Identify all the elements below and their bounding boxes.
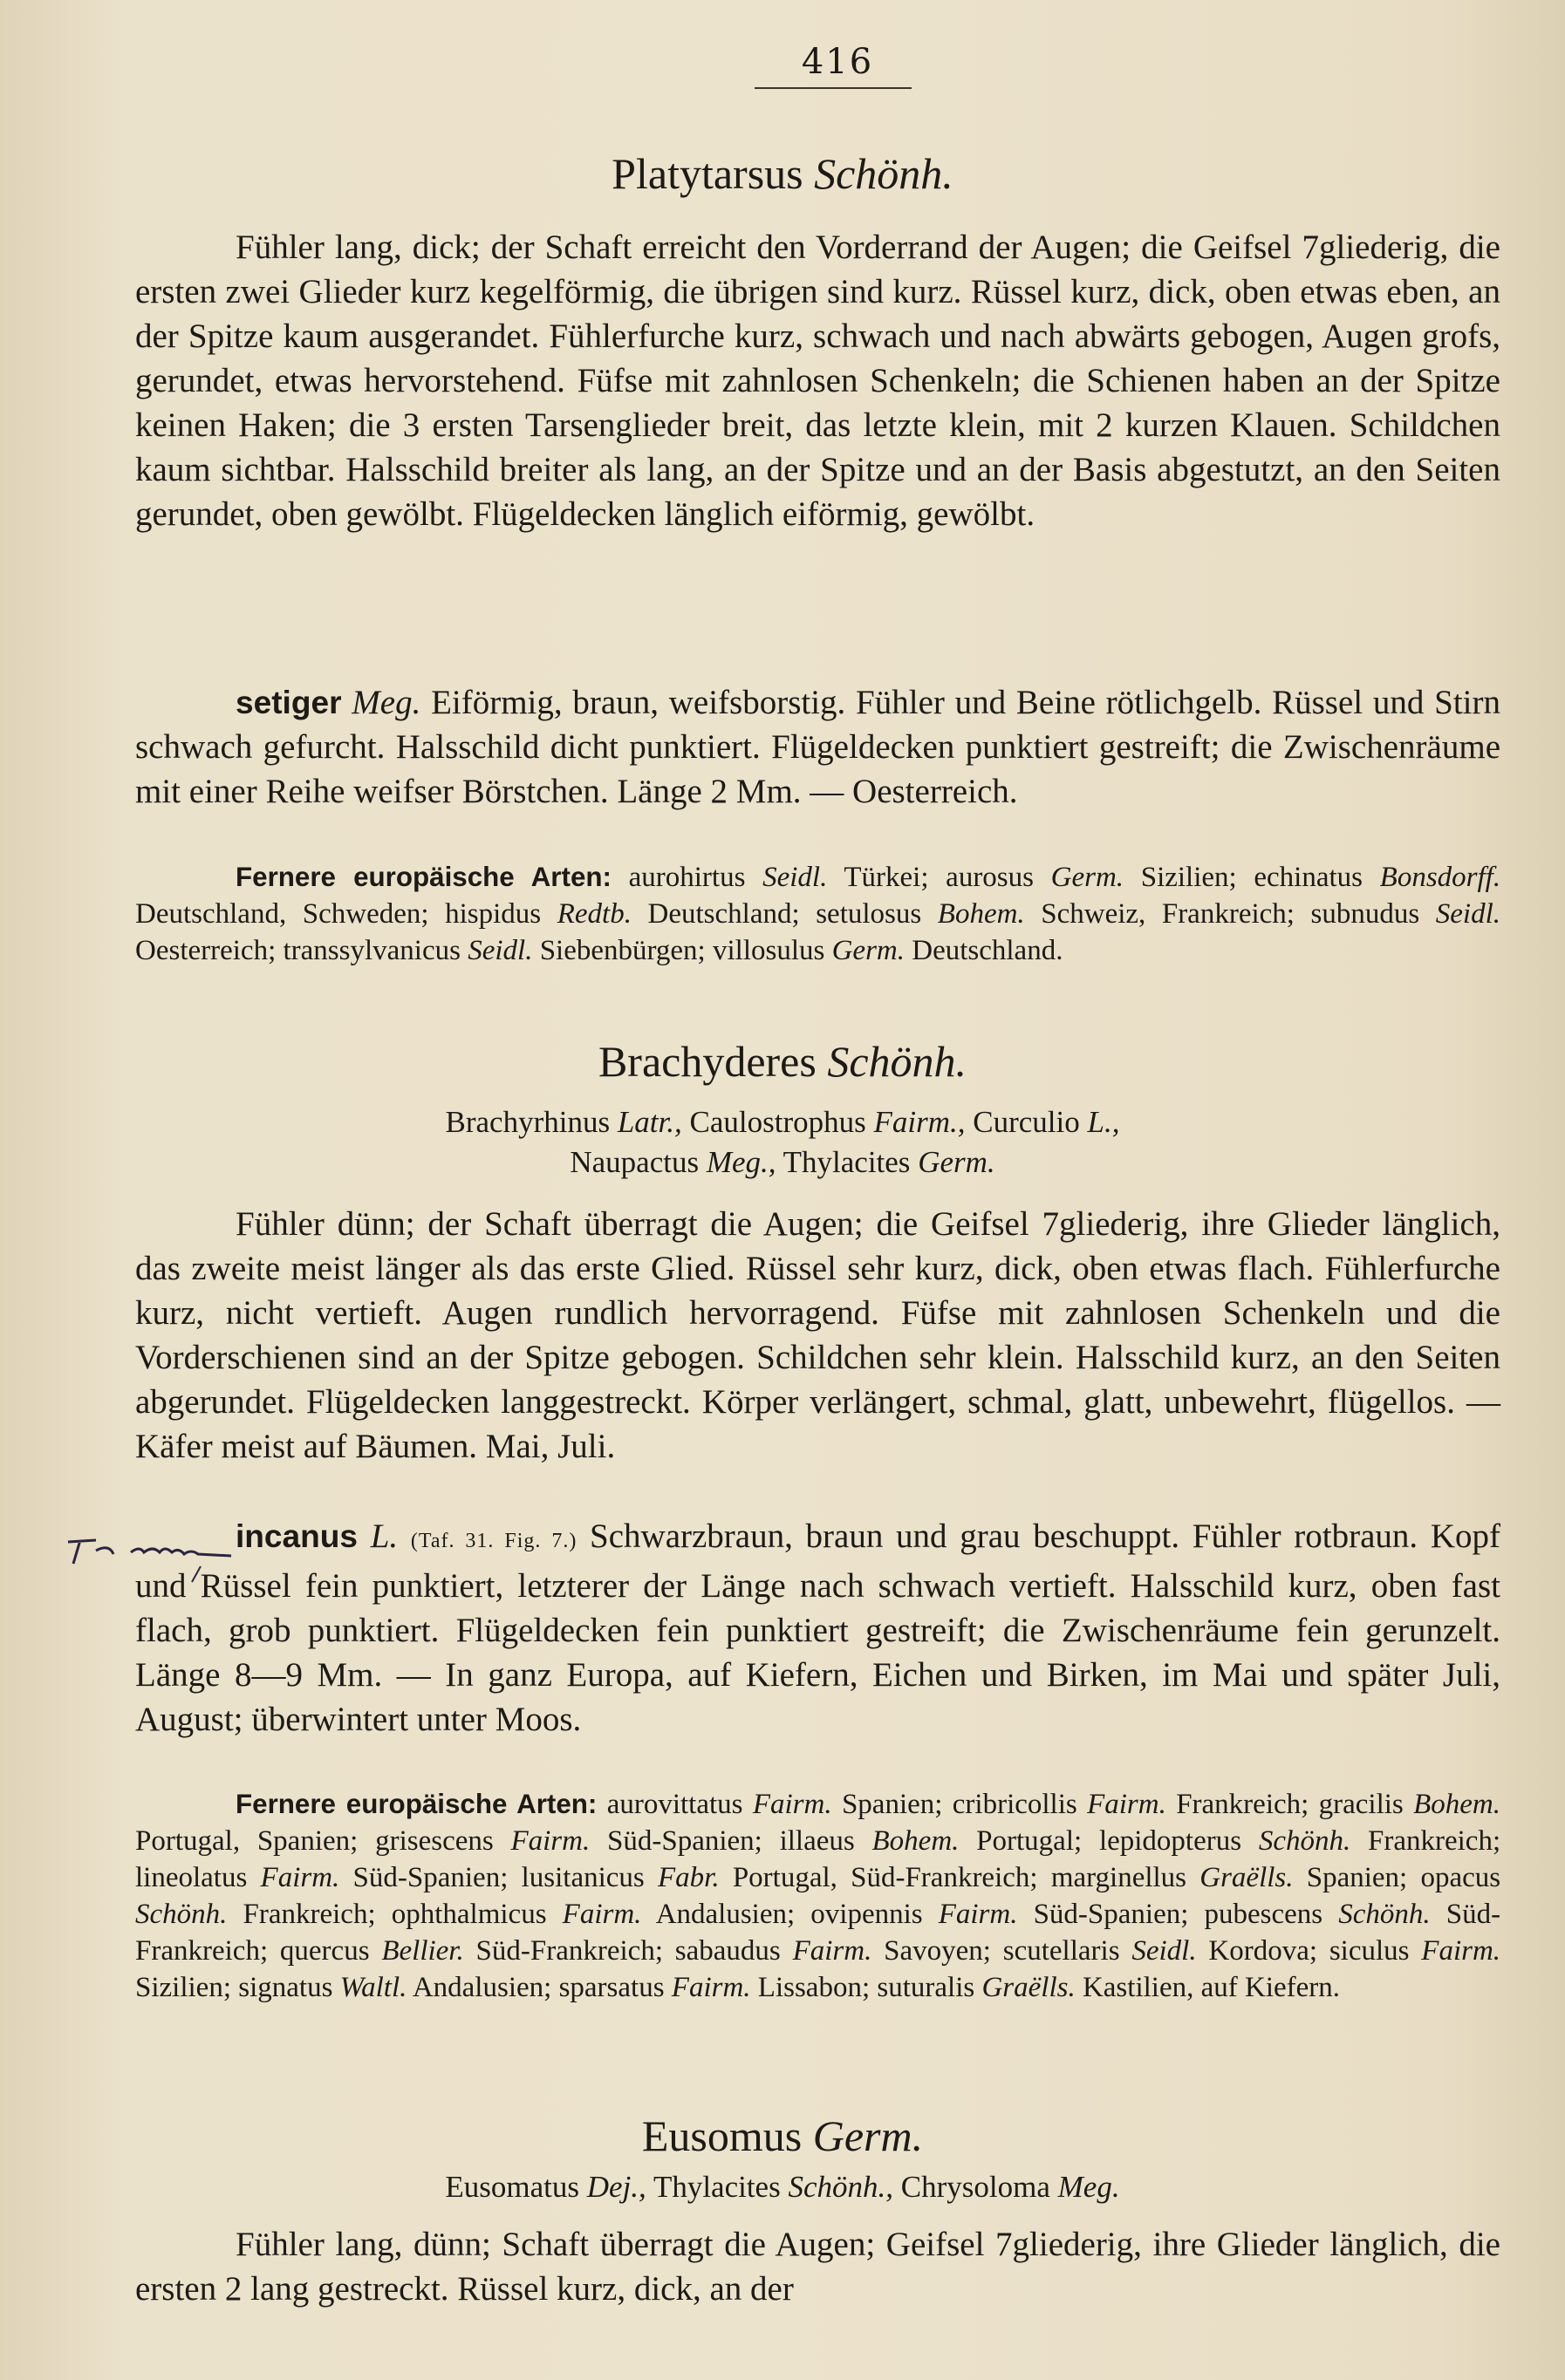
further-species-place: Spanien; bbox=[841, 1789, 943, 1820]
header-rule bbox=[755, 87, 912, 89]
synonym-author: Latr., bbox=[617, 1105, 682, 1139]
further-species-item bbox=[1099, 1825, 1500, 1857]
synonym-name: Chrysoloma bbox=[900, 2170, 1050, 2204]
further-species-name: marginellus bbox=[1050, 1862, 1187, 1893]
further-species-name: aurohirtus bbox=[628, 862, 746, 893]
synonym-author: L., bbox=[1087, 1105, 1120, 1139]
species-entry-setiger bbox=[135, 680, 1500, 814]
further-species-author: Schönh. bbox=[1338, 1899, 1431, 1930]
further-species-item bbox=[135, 1862, 508, 1893]
synonym-name: Thylacites bbox=[653, 2170, 781, 2204]
genus-title-brachyderes bbox=[0, 1036, 1565, 1087]
further-species-place: Süd-Spanien; bbox=[607, 1825, 762, 1857]
further-species-place: Deutschland. bbox=[912, 935, 1063, 966]
species-author: Meg. bbox=[352, 684, 421, 721]
further-species-author: Fairm. bbox=[792, 1935, 872, 1967]
further-species-item bbox=[629, 862, 929, 893]
further-species-item bbox=[375, 1825, 762, 1857]
further-species-name: lepidopterus bbox=[1098, 1825, 1242, 1857]
genus-author: Schönh. bbox=[827, 1037, 967, 1086]
further-species-item bbox=[607, 1789, 943, 1820]
further-species-author: Fairm. bbox=[671, 1972, 751, 2003]
further-species-place: Kordova; bbox=[1208, 1935, 1318, 1967]
further-species-item bbox=[946, 862, 1237, 893]
further-species-item bbox=[1051, 1862, 1407, 1893]
further-species-author: Graëlls. bbox=[1199, 1862, 1294, 1893]
platytarsus-description: Fühler lang, dick; der Schaft erreicht den Vorderrand der Augen; die Geifsel 7gliederig, die ersten zwei Glieder kurz kegelförmig, die übrigen sind kurz. Rüssel kurz, dick, oben etwas eben, an der Spitze kaum ausgerandet. Fühlerfurche kurz, schwach und nach abwärts gebogen, Augen grofs, gerundet, etwas hervorstehend. Füfse mit zahnlosen Schenkeln; die Schienen haben an der Spitze keinen Haken; die 3 ersten Tarsenglieder breit, das letzte klein, mit 2 kurzen Klauen. Schildchen kaum sichtbar. Halsschild breiter als lang, an der Spitze und an der Basis abgestutzt, an den Seiten gerundet, oben gewölbt. Flügeldecken länglich eiförmig, gewölbt. bbox=[135, 228, 1500, 533]
genus-author: Germ. bbox=[812, 2111, 924, 2160]
further-species-place: Portugal; bbox=[976, 1825, 1083, 1857]
plate-reference: (Taf. 31. Fig. 7.) bbox=[410, 1530, 577, 1552]
further-species-author: Fairm. bbox=[1087, 1789, 1166, 1820]
further-species-name: aurosus bbox=[946, 862, 1034, 893]
further-species-name: ovipennis bbox=[810, 1899, 923, 1930]
species-text: Eiförmig, braun, weifsborstig. Fühler und Beine rötlichgelb. Rüssel und Stirn schwach gefurcht. Halsschild dicht punktiert. Flügeldecken punktiert gestreift; die Zwischenräume mit einer Reihe weifser Börstchen. Länge 2 Mm. — Oesterreich. bbox=[135, 684, 1500, 810]
genus-title-platytarsus bbox=[0, 148, 1565, 199]
further-species-author: Fabr. bbox=[657, 1862, 720, 1893]
further-species-item bbox=[284, 935, 706, 966]
further-species-brachyderes bbox=[135, 1786, 1500, 2006]
genus-name: Brachyderes bbox=[598, 1037, 817, 1086]
eusomus-synonyms bbox=[0, 2167, 1565, 2207]
further-species-place: Frankreich; bbox=[1176, 1789, 1309, 1820]
further-species-place: Süd-Frankreich; bbox=[475, 1935, 663, 1967]
further-species-name: echinatus bbox=[1254, 862, 1363, 893]
further-species-author: Fairm. bbox=[510, 1825, 591, 1857]
species-text: Schwarzbraun, braun und grau beschuppt. Fühler rotbraun. Kopf und Rüssel fein punktiert, letzterer der Länge nach schwach vertieft. Halsschild kurz, oben fast flach, grob punktiert. Flügeldecken fein punktiert gestreift; die Zwischenräume fein gerunzelt. Länge 8—9 Mm. — In ganz Europa, auf Kiefern, Eichen und Birken, im Mai und später Juli, August; überwintert unter Moos. bbox=[135, 1517, 1501, 1738]
further-species-author: Schönh. bbox=[135, 1899, 228, 1930]
further-species-place: Spanien; bbox=[1306, 1862, 1408, 1893]
further-species-place: Andalusien; bbox=[655, 1899, 796, 1930]
further-species-place: Siebenbürgen; bbox=[539, 935, 706, 966]
further-species-place: Sizilien; bbox=[135, 1972, 231, 2003]
further-species-place: Schweiz, Frankreich; bbox=[1041, 898, 1295, 930]
synonym-author: Schönh., bbox=[788, 2170, 894, 2204]
synonym-name: Brachyrhinus bbox=[445, 1105, 611, 1139]
further-species-author: Fairm. bbox=[562, 1899, 642, 1930]
further-species-platytarsus bbox=[135, 859, 1500, 969]
further-species-name: cribricollis bbox=[952, 1789, 1077, 1820]
further-label: Fernere europäische Arten: bbox=[236, 1789, 598, 1819]
further-species-item bbox=[810, 1899, 1188, 1930]
further-species-author: Schönh. bbox=[1258, 1825, 1351, 1857]
further-species-item bbox=[877, 1972, 1340, 2003]
further-species-name: signatus bbox=[238, 1972, 333, 2003]
further-species-author: Germ. bbox=[831, 935, 905, 966]
further-species-author: Bohem. bbox=[1413, 1789, 1501, 1820]
genus-name: Eusomus bbox=[641, 2111, 803, 2160]
further-species-author: Fairm. bbox=[938, 1899, 1018, 1930]
further-species-author: Bohem. bbox=[871, 1825, 960, 1857]
synonym-name: Naupactus bbox=[570, 1145, 700, 1179]
further-species-name: grisescens bbox=[375, 1825, 494, 1857]
species-name: setiger bbox=[236, 684, 342, 720]
genus-author: Schönh. bbox=[814, 149, 953, 198]
further-species-place: Türkei; bbox=[844, 862, 929, 893]
further-species-place: Lissabon; bbox=[757, 1972, 871, 2003]
further-species-name: suturalis bbox=[877, 1972, 975, 2003]
further-species-author: Seidl. bbox=[1131, 1935, 1197, 1967]
further-species-name: setulosus bbox=[816, 898, 922, 930]
further-species-name: siculus bbox=[1329, 1935, 1410, 1967]
further-species-place: Portugal, Süd-Frankreich; bbox=[732, 1862, 1038, 1893]
synonym-name: Thylacites bbox=[782, 1145, 911, 1179]
synonym-name: Caulostrophus bbox=[689, 1105, 866, 1139]
further-species-name: subnudus bbox=[1310, 898, 1420, 930]
further-species-item bbox=[816, 898, 1295, 930]
further-species-name: opacus bbox=[1420, 1862, 1501, 1893]
brachyderes-synonyms bbox=[0, 1102, 1565, 1183]
further-species-name: scutellaris bbox=[1002, 1935, 1120, 1967]
further-species-author: Bohem. bbox=[937, 898, 1025, 930]
further-species-author: Waltl. bbox=[339, 1972, 407, 2003]
page-number: 416 bbox=[801, 42, 874, 82]
further-species-place: Savoyen; bbox=[884, 1935, 991, 1967]
further-species-name: gracilis bbox=[1318, 1789, 1404, 1820]
further-species-place: Süd-Frankreich; bbox=[135, 1899, 1501, 1967]
further-species-author: Seidl. bbox=[468, 935, 533, 966]
synonym-name: Curculio bbox=[973, 1105, 1080, 1139]
species-name: incanus bbox=[236, 1517, 358, 1554]
synonym-author: Dej., bbox=[586, 2170, 646, 2204]
further-species-name: illaeus bbox=[779, 1825, 855, 1857]
further-species-name: lusitanicus bbox=[521, 1862, 645, 1893]
further-species-author: Germ. bbox=[1050, 862, 1124, 893]
further-species-item bbox=[1003, 1935, 1317, 1967]
further-species-item bbox=[392, 1899, 795, 1930]
further-species-place: Oesterreich; bbox=[135, 935, 277, 966]
further-species-name: hispidus bbox=[445, 898, 542, 930]
further-species-author: Redtb. bbox=[557, 898, 632, 930]
further-species-item bbox=[953, 1789, 1309, 1820]
further-species-author: Bellier. bbox=[381, 1935, 464, 1967]
further-species-item bbox=[280, 1935, 663, 1967]
further-species-author: Fairm. bbox=[752, 1789, 832, 1820]
further-species-item bbox=[559, 1972, 871, 2003]
further-species-item bbox=[780, 1825, 1083, 1857]
further-species-author: Seidl. bbox=[762, 862, 828, 893]
further-species-name: pubescens bbox=[1204, 1899, 1323, 1930]
synonym-author: Germ. bbox=[918, 1145, 995, 1179]
further-species-author: Seidl. bbox=[1435, 898, 1500, 930]
further-species-place: Deutschland, Schweden; bbox=[135, 898, 429, 930]
brachyderes-description: Fühler dünn; der Schaft überragt die Augen; die Geifsel 7gliederig, ihre Glieder länglich, das zweite meist länger als das erste Glied. Rüssel sehr kurz, dick, oben etwas flach. Fühlerfurche kurz, nicht vertieft. Augen rundlich hervorragend. Füfse mit zahnlosen Schenkeln und die Vorderschienen sind an der Spitze gebogen. Schildchen sehr klein. Halsschild kurz, an den Seiten abgerundet. Flügeldecken langgestreckt. Körper verlängert, schmal, glatt, unbewehrt, flügellos. — Käfer meist auf Bäumen. Mai, Juli. bbox=[135, 1205, 1500, 1465]
eusomus-description: Fühler lang, dünn; Schaft überragt die Augen; Geifsel 7gliederig, ihre Glieder länglich, die ersten 2 lang gestreckt. Rüssel kurz, dick, an der bbox=[135, 2226, 1500, 2308]
further-species-author: Bonsdorff. bbox=[1379, 862, 1501, 893]
species-entry-incanus bbox=[135, 1514, 1500, 1742]
further-species-author: Graëlls. bbox=[981, 1972, 1076, 2003]
further-species-item bbox=[445, 898, 800, 930]
further-species-place: Frankreich; bbox=[243, 1899, 376, 1930]
further-species-place: Süd-Spanien; bbox=[1033, 1899, 1189, 1930]
further-species-item bbox=[238, 1972, 551, 2003]
synonym-author: Meg., bbox=[706, 1145, 776, 1179]
further-species-name: aurovittatus bbox=[606, 1789, 743, 1820]
further-species-place: Süd-Spanien; bbox=[352, 1862, 509, 1893]
synonym-author: Meg. bbox=[1057, 2170, 1120, 2204]
further-species-place: Portugal, Spanien; bbox=[135, 1825, 359, 1857]
synonym-author: Fairm., bbox=[873, 1105, 966, 1139]
further-species-name: sabaudus bbox=[674, 1935, 781, 1967]
further-species-name: ophthalmicus bbox=[391, 1899, 547, 1930]
species-author: L. bbox=[370, 1517, 399, 1555]
further-species-name: villosulus bbox=[712, 935, 825, 966]
further-species-item bbox=[675, 1935, 991, 1967]
synonym-name: Eusomatus bbox=[445, 2170, 580, 2204]
further-species-place: Andalusien; bbox=[412, 1972, 552, 2003]
further-species-place: Kastilien, auf Kiefern. bbox=[1082, 1972, 1341, 2003]
further-species-name: quercus bbox=[279, 1935, 370, 1967]
genus-name: Platytarsus bbox=[612, 149, 803, 198]
further-label: Fernere europäische Arten: bbox=[236, 862, 612, 892]
further-species-place: Deutschland; bbox=[647, 898, 800, 930]
further-species-name: sparsatus bbox=[558, 1972, 665, 2003]
further-species-place: Sizilien; bbox=[1140, 862, 1237, 893]
further-species-item bbox=[522, 1862, 1038, 1893]
further-species-place: Frankreich; bbox=[1368, 1825, 1501, 1857]
further-species-author: Fairm. bbox=[260, 1862, 340, 1893]
further-species-item bbox=[713, 935, 1063, 966]
further-species-name: lineolatus bbox=[135, 1862, 248, 1893]
further-species-name: transsylvanicus bbox=[283, 935, 461, 966]
genus-title-eusomus bbox=[0, 2111, 1565, 2161]
further-species-author: Fairm. bbox=[1421, 1935, 1501, 1967]
